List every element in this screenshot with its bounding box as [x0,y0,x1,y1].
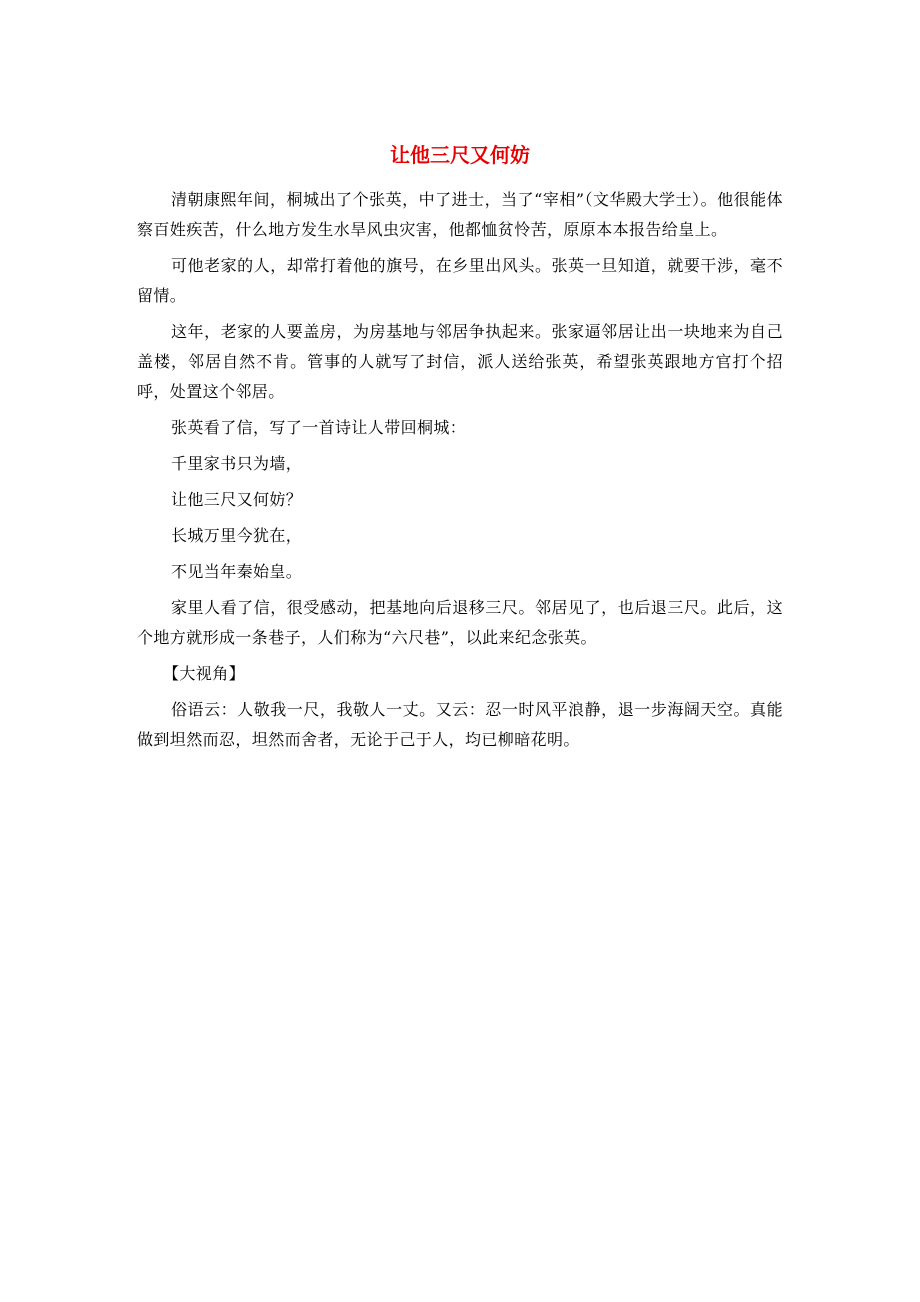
paragraph-intro: 清朝康熙年间，桐城出了个张英，中了进士，当了“宰相”（文华殿大学士）。他很能体察百姓疾苦，什么地方发生水旱风虫灾害，他都恤贫怜苦，原原本本报告给皇上。 [137,190,783,239]
document-body [137,185,783,761]
paragraph-outcome: 家里人看了信，很受感动，把基地向后退移三尺。邻居见了，也后退三尺。此后，这个地方就形成一条巷子，人们称为“六尺巷”，以此来纪念张英。 [137,598,783,647]
paragraph-dispute: 这年，老家的人要盖房，为房基地与邻居争执起来。张家逼邻居让出一块地来为自己盖楼，邻居自然不肯。管事的人就写了封信，派人送给张英，希望张英跟地方官打个招呼，处置这个邻居。 [137,322,783,401]
document-title: 让他三尺又何妨 [390,143,530,167]
poem-line-2: 让他三尺又何妨？ [171,490,303,509]
poem-line-1: 千里家书只为墙， [171,454,303,473]
poem-line-4: 不见当年秦始皇。 [171,562,303,581]
paragraph-letter: 张英看了信，写了一首诗让人带回桐城： [171,418,467,437]
paragraph-hometown: 可他老家的人，却常打着他的旗号，在乡里出风头。张英一旦知道，就要干涉，毫不留情。 [137,256,783,305]
section-heading: 【大视角】 [163,664,246,683]
poem-line-3: 长城万里今犹在， [171,526,303,545]
paragraph-closing: 俗语云：人敬我一尺，我敬人一丈。又云：忍一时风平浪静，退一步海阔天空。真能做到坦然而忍，坦然而舍者，无论于己于人，均已柳暗花明。 [137,700,783,749]
